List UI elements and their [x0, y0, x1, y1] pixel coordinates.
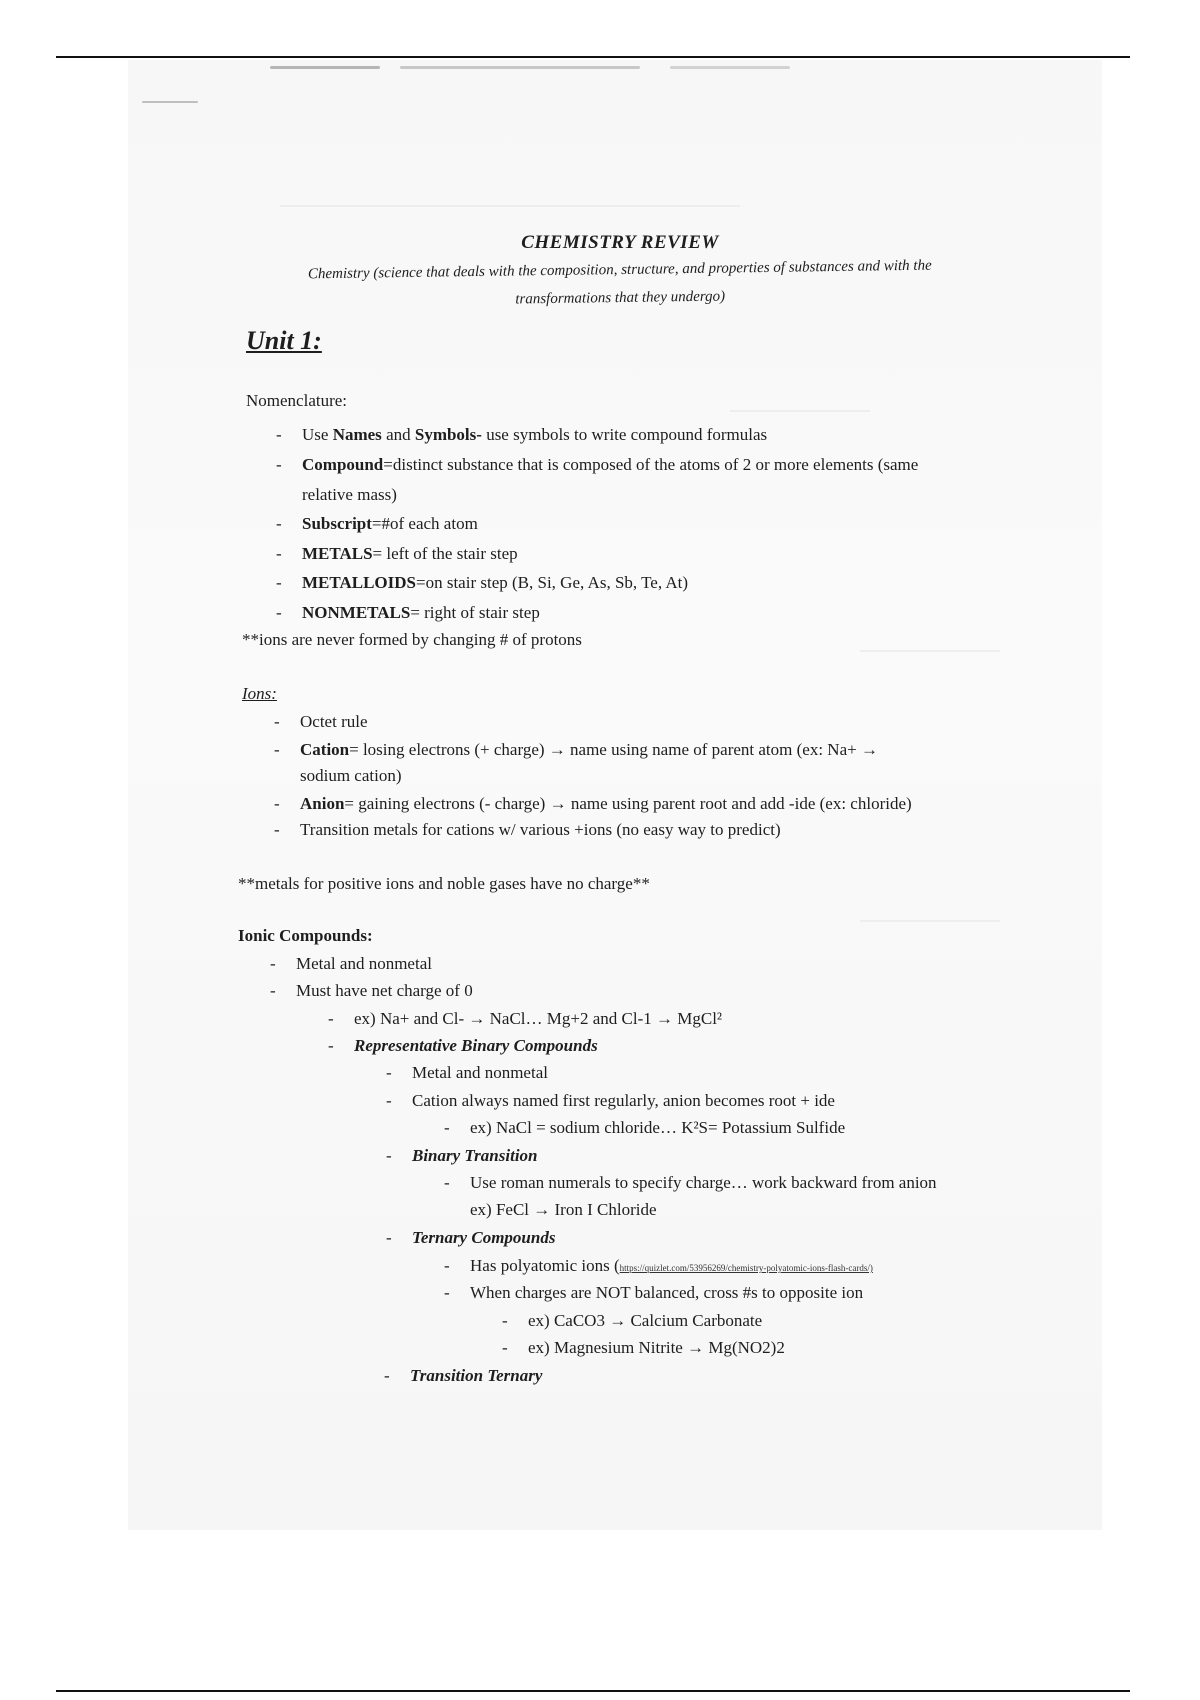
scan-corner-mark	[142, 101, 198, 103]
binary-transition-example: ex) FeCl → Iron I Chloride	[470, 1200, 657, 1219]
nomenclature-item-names-symbols	[276, 425, 768, 445]
ternary-example-2	[502, 1338, 785, 1358]
ions-item-octet	[274, 712, 368, 732]
document-subtitle: Chemistry (science that deals with the composition, structure, and properties of substances and with the transformations that they undergo)	[307, 257, 932, 308]
item-text: When charges are NOT balanced, cross #s to opposite ion	[470, 1283, 864, 1302]
bullet-dash: -	[328, 1036, 334, 1055]
bullet-dash: -	[444, 1173, 450, 1192]
scan-edge-mark	[670, 66, 790, 69]
subheading-text: Ternary Compounds	[412, 1228, 556, 1247]
ionic-example-1	[328, 1009, 723, 1029]
item-text: Use	[302, 425, 333, 444]
bullet-dash: -	[386, 1146, 392, 1165]
item-text: Use roman numerals to specify charge… work backward from anion	[470, 1173, 937, 1192]
item-text: ex) CaCO3 → Calcium Carbonate	[528, 1311, 763, 1330]
ions-heading: Ions:	[242, 684, 277, 703]
item-text: Must have net charge of 0	[296, 981, 473, 1000]
ternary-item-cross	[444, 1283, 864, 1303]
scan-edge-mark	[270, 66, 380, 69]
ions-item-transition	[274, 820, 781, 840]
nomenclature-item-metals	[276, 544, 518, 564]
term-metals: METALS	[302, 544, 373, 563]
nomenclature-item-metalloids	[276, 573, 689, 593]
page-bottom-rule	[56, 1690, 1130, 1692]
item-text: use symbols to write compound formulas	[481, 425, 768, 444]
term-symbols: Symbols-	[414, 425, 482, 444]
bullet-dash: -	[274, 712, 280, 731]
subheading-text: Binary Transition	[412, 1146, 538, 1165]
bullet-dash: -	[444, 1256, 450, 1275]
ions-item-anion	[274, 794, 912, 814]
bullet-dash: -	[502, 1311, 508, 1330]
representative-item-2	[386, 1091, 835, 1111]
item-text: = right of stair step	[410, 603, 540, 622]
bullet-dash: -	[274, 740, 280, 759]
subheading-text: Transition Ternary	[410, 1366, 543, 1385]
quizlet-link[interactable]: https://quizlet.com/53956269/chemistry-polyatomic-ions-flash-cards/)	[619, 1263, 873, 1273]
item-text: Has polyatomic ions (	[470, 1256, 620, 1275]
bullet-dash: -	[502, 1338, 508, 1357]
bullet-dash: -	[276, 573, 282, 592]
item-text: Transition metals for cations w/ various +ions (no easy way to predict)	[300, 820, 781, 839]
bullet-dash: -	[270, 954, 276, 973]
term-nonmetals: NONMETALS	[302, 603, 411, 622]
bullet-dash: -	[274, 794, 280, 813]
ternary-compounds-heading	[386, 1228, 556, 1248]
item-text: ex) NaCl = sodium chloride… K²S= Potassium Sulfide	[470, 1118, 846, 1137]
representative-example	[444, 1118, 846, 1138]
term-names: Names	[332, 425, 382, 444]
ions-note: **metals for positive ions and noble gases have no charge**	[238, 874, 650, 893]
item-text: ex) Na+ and Cl- → NaCl… Mg+2 and Cl-1 → MgCl²	[354, 1009, 723, 1028]
term-cation: Cation	[300, 740, 350, 759]
term-metalloids: METALLOIDS	[302, 573, 416, 592]
bullet-dash: -	[274, 820, 280, 839]
item-text: and	[381, 425, 415, 444]
subheading-text: Representative Binary Compounds	[354, 1036, 598, 1055]
bullet-dash: -	[276, 455, 282, 474]
bullet-dash: -	[276, 544, 282, 563]
nomenclature-item-nonmetals	[276, 603, 540, 623]
bleed-through-mark	[280, 205, 740, 207]
bullet-dash: -	[328, 1009, 334, 1028]
bleed-through-mark	[860, 650, 1000, 652]
item-text: = gaining electrons (- charge) → name using parent root and add -ide (ex: chloride)	[344, 794, 912, 813]
nomenclature-item-subscript	[276, 514, 478, 534]
bullet-dash: -	[276, 425, 282, 444]
ions-item-cation-continued: sodium cation)	[300, 766, 402, 785]
bleed-through-mark	[860, 920, 1000, 922]
term-anion: Anion	[300, 794, 345, 813]
bullet-dash: -	[444, 1283, 450, 1302]
bullet-dash: -	[270, 981, 276, 1000]
term-compound: Compound	[302, 455, 384, 474]
ionic-item-metal-nonmetal	[270, 954, 432, 974]
ternary-item-polyatomic	[444, 1256, 873, 1276]
item-text: =on stair step (B, Si, Ge, As, Sb, Te, At)	[416, 573, 689, 592]
item-text: = left of the stair step	[372, 544, 518, 563]
item-text: =#of each atom	[371, 514, 478, 533]
bleed-through-mark	[730, 410, 870, 412]
item-text: Cation always named first regularly, anion becomes root + ide	[412, 1091, 835, 1110]
bullet-dash: -	[276, 514, 282, 533]
item-text: Metal and nonmetal	[296, 954, 432, 973]
representative-binary-heading	[328, 1036, 598, 1056]
bullet-dash: -	[276, 603, 282, 622]
item-text: Octet rule	[300, 712, 368, 731]
bullet-dash: -	[386, 1091, 392, 1110]
transition-ternary-heading	[384, 1366, 543, 1386]
binary-transition-item	[444, 1173, 937, 1193]
representative-item-1	[386, 1063, 548, 1083]
ionic-item-net-charge	[270, 981, 473, 1001]
nomenclature-item-compound	[276, 455, 919, 475]
ionic-compounds-heading: Ionic Compounds:	[238, 926, 373, 945]
bullet-dash: -	[386, 1228, 392, 1247]
item-text: ex) Magnesium Nitrite → Mg(NO2)2	[528, 1338, 785, 1357]
nomenclature-item-compound-continued: relative mass)	[302, 485, 397, 504]
document-title: CHEMISTRY REVIEW	[521, 232, 719, 253]
bullet-dash: -	[384, 1366, 390, 1385]
ions-item-cation	[274, 740, 878, 760]
unit-heading: Unit 1:	[246, 326, 322, 355]
scan-edge-mark	[400, 66, 640, 69]
nomenclature-note: **ions are never formed by changing # of protons	[242, 630, 582, 649]
nomenclature-heading: Nomenclature:	[246, 391, 348, 410]
binary-transition-heading	[386, 1146, 538, 1166]
item-text: Metal and nonmetal	[412, 1063, 548, 1082]
term-subscript: Subscript	[302, 514, 372, 533]
item-text: =distinct substance that is composed of the atoms of 2 or more elements (same	[383, 455, 919, 474]
bullet-dash: -	[444, 1118, 450, 1137]
item-text: = losing electrons (+ charge) → name using name of parent atom (ex: Na+ →	[349, 740, 878, 759]
bullet-dash: -	[386, 1063, 392, 1082]
page-top-rule	[56, 56, 1130, 58]
ternary-example-1	[502, 1311, 763, 1331]
